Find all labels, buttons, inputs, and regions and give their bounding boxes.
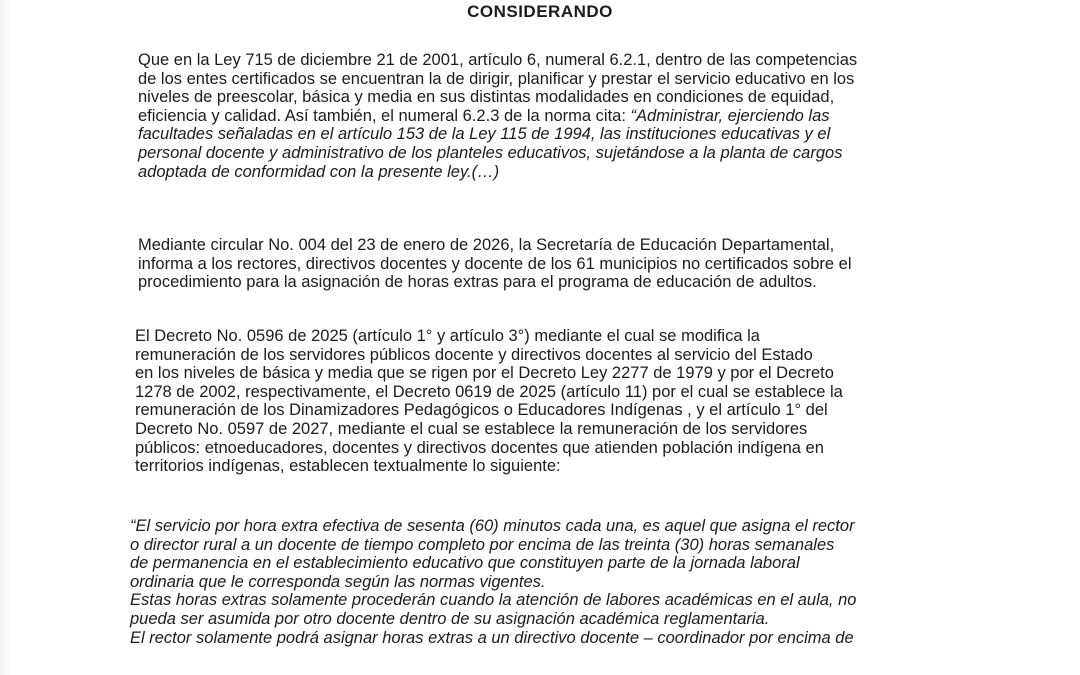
text-line: en los niveles de básica y media que se rigen por el Decreto Ley 2277 de 1979 y por el Decreto	[135, 364, 834, 383]
quote-line: adoptada de conformidad con la presente ley.(…)	[138, 162, 500, 181]
section-heading: CONSIDERANDO	[467, 2, 613, 21]
quote-line: Estas horas extras solamente procederán cuando la atención de labores académicas en el aula, no	[130, 591, 857, 610]
quote-line: de permanencia en el establecimiento educativo que constituyen parte de la jornada laboral	[130, 554, 800, 573]
text-line: de los entes certificados se encuentran la de dirigir, planificar y prestar el servicio educativo en los	[138, 69, 855, 88]
text-line-italic	[138, 144, 1000, 163]
scan-edge-shadow	[0, 0, 12, 675]
quote-line: pueda ser asumida por otro docente dentro de su asignación académica reglamentaria.	[130, 609, 770, 628]
quote-line: ordinaria que le corresponda según las normas vigentes.	[130, 572, 546, 591]
quote-line: El rector solamente podrá asignar horas extras a un directivo docente – coordinador por encima de	[130, 628, 854, 647]
text-line: públicos: etnoeducadores, docentes y directivos docentes que atienden población indígena en	[135, 438, 824, 457]
text-line: remuneración de los Dinamizadores Pedagógicos o Educadores Indígenas , y el artículo 1° del	[135, 401, 828, 420]
quote-line: “El servicio por hora extra efectiva de sesenta (60) minutos cada una, es aquel que asigna el rector	[130, 517, 855, 535]
text-line: Decreto No. 0597 de 2027, mediante el cual se establece la remuneración de los servidores	[135, 419, 808, 438]
quote-line: facultades señaladas en el artículo 153 de la Ley 115 de 1994, las instituciones educativas y el	[138, 125, 831, 144]
paragraph-decreto-0596	[135, 327, 997, 476]
quote-start: “Administrar, ejerciendo las	[630, 106, 830, 125]
text-line: informa a los rectores, directivos docentes y docente de los 61 municipios no certificados sobre el	[138, 254, 852, 273]
text-line: niveles de preescolar, básica y media en sus distintas modalidades en condiciones de equidad,	[138, 88, 835, 107]
text-line: procedimiento para la asignación de horas extras para el programa de educación de adultos.	[138, 273, 817, 292]
text-line: territorios indígenas, establecen textualmente lo siguiente:	[135, 457, 561, 476]
text-line-start: eficiencia y calidad. Así también, el numeral 6.2.3 de la norma cita:	[138, 106, 631, 125]
text-line: remuneración de los servidores públicos docente y directivos docentes al servicio del Estado	[135, 345, 813, 364]
text-line-italic	[138, 125, 1000, 144]
text-line-italic	[138, 163, 1000, 182]
paragraph-quoted-text	[130, 517, 992, 647]
quote-line: o director rural a un docente de tiempo completo por encima de las treinta (30) horas semanales	[130, 535, 835, 554]
paragraph-ley-715	[138, 51, 1000, 181]
paragraph-circular-004	[138, 236, 1000, 292]
text-line	[138, 107, 1000, 126]
quote-line: personal docente y administrativo de los planteles educativos, sujetándose a la planta de cargos	[138, 143, 843, 162]
text-line: Mediante circular No. 004 del 23 de enero de 2026, la Secretaría de Educación Departamental,	[138, 236, 835, 254]
text-line: Que en la Ley 715 de diciembre 21 de 2001, artículo 6, numeral 6.2.1, dentro de las competencias	[138, 51, 858, 69]
text-line: 1278 de 2002, respectivamente, el Decreto 0619 de 2025 (artículo 11) por el cual se establece la	[135, 382, 843, 401]
text-line: El Decreto No. 0596 de 2025 (artículo 1° y artículo 3°) mediante el cual se modifica la	[135, 327, 760, 345]
